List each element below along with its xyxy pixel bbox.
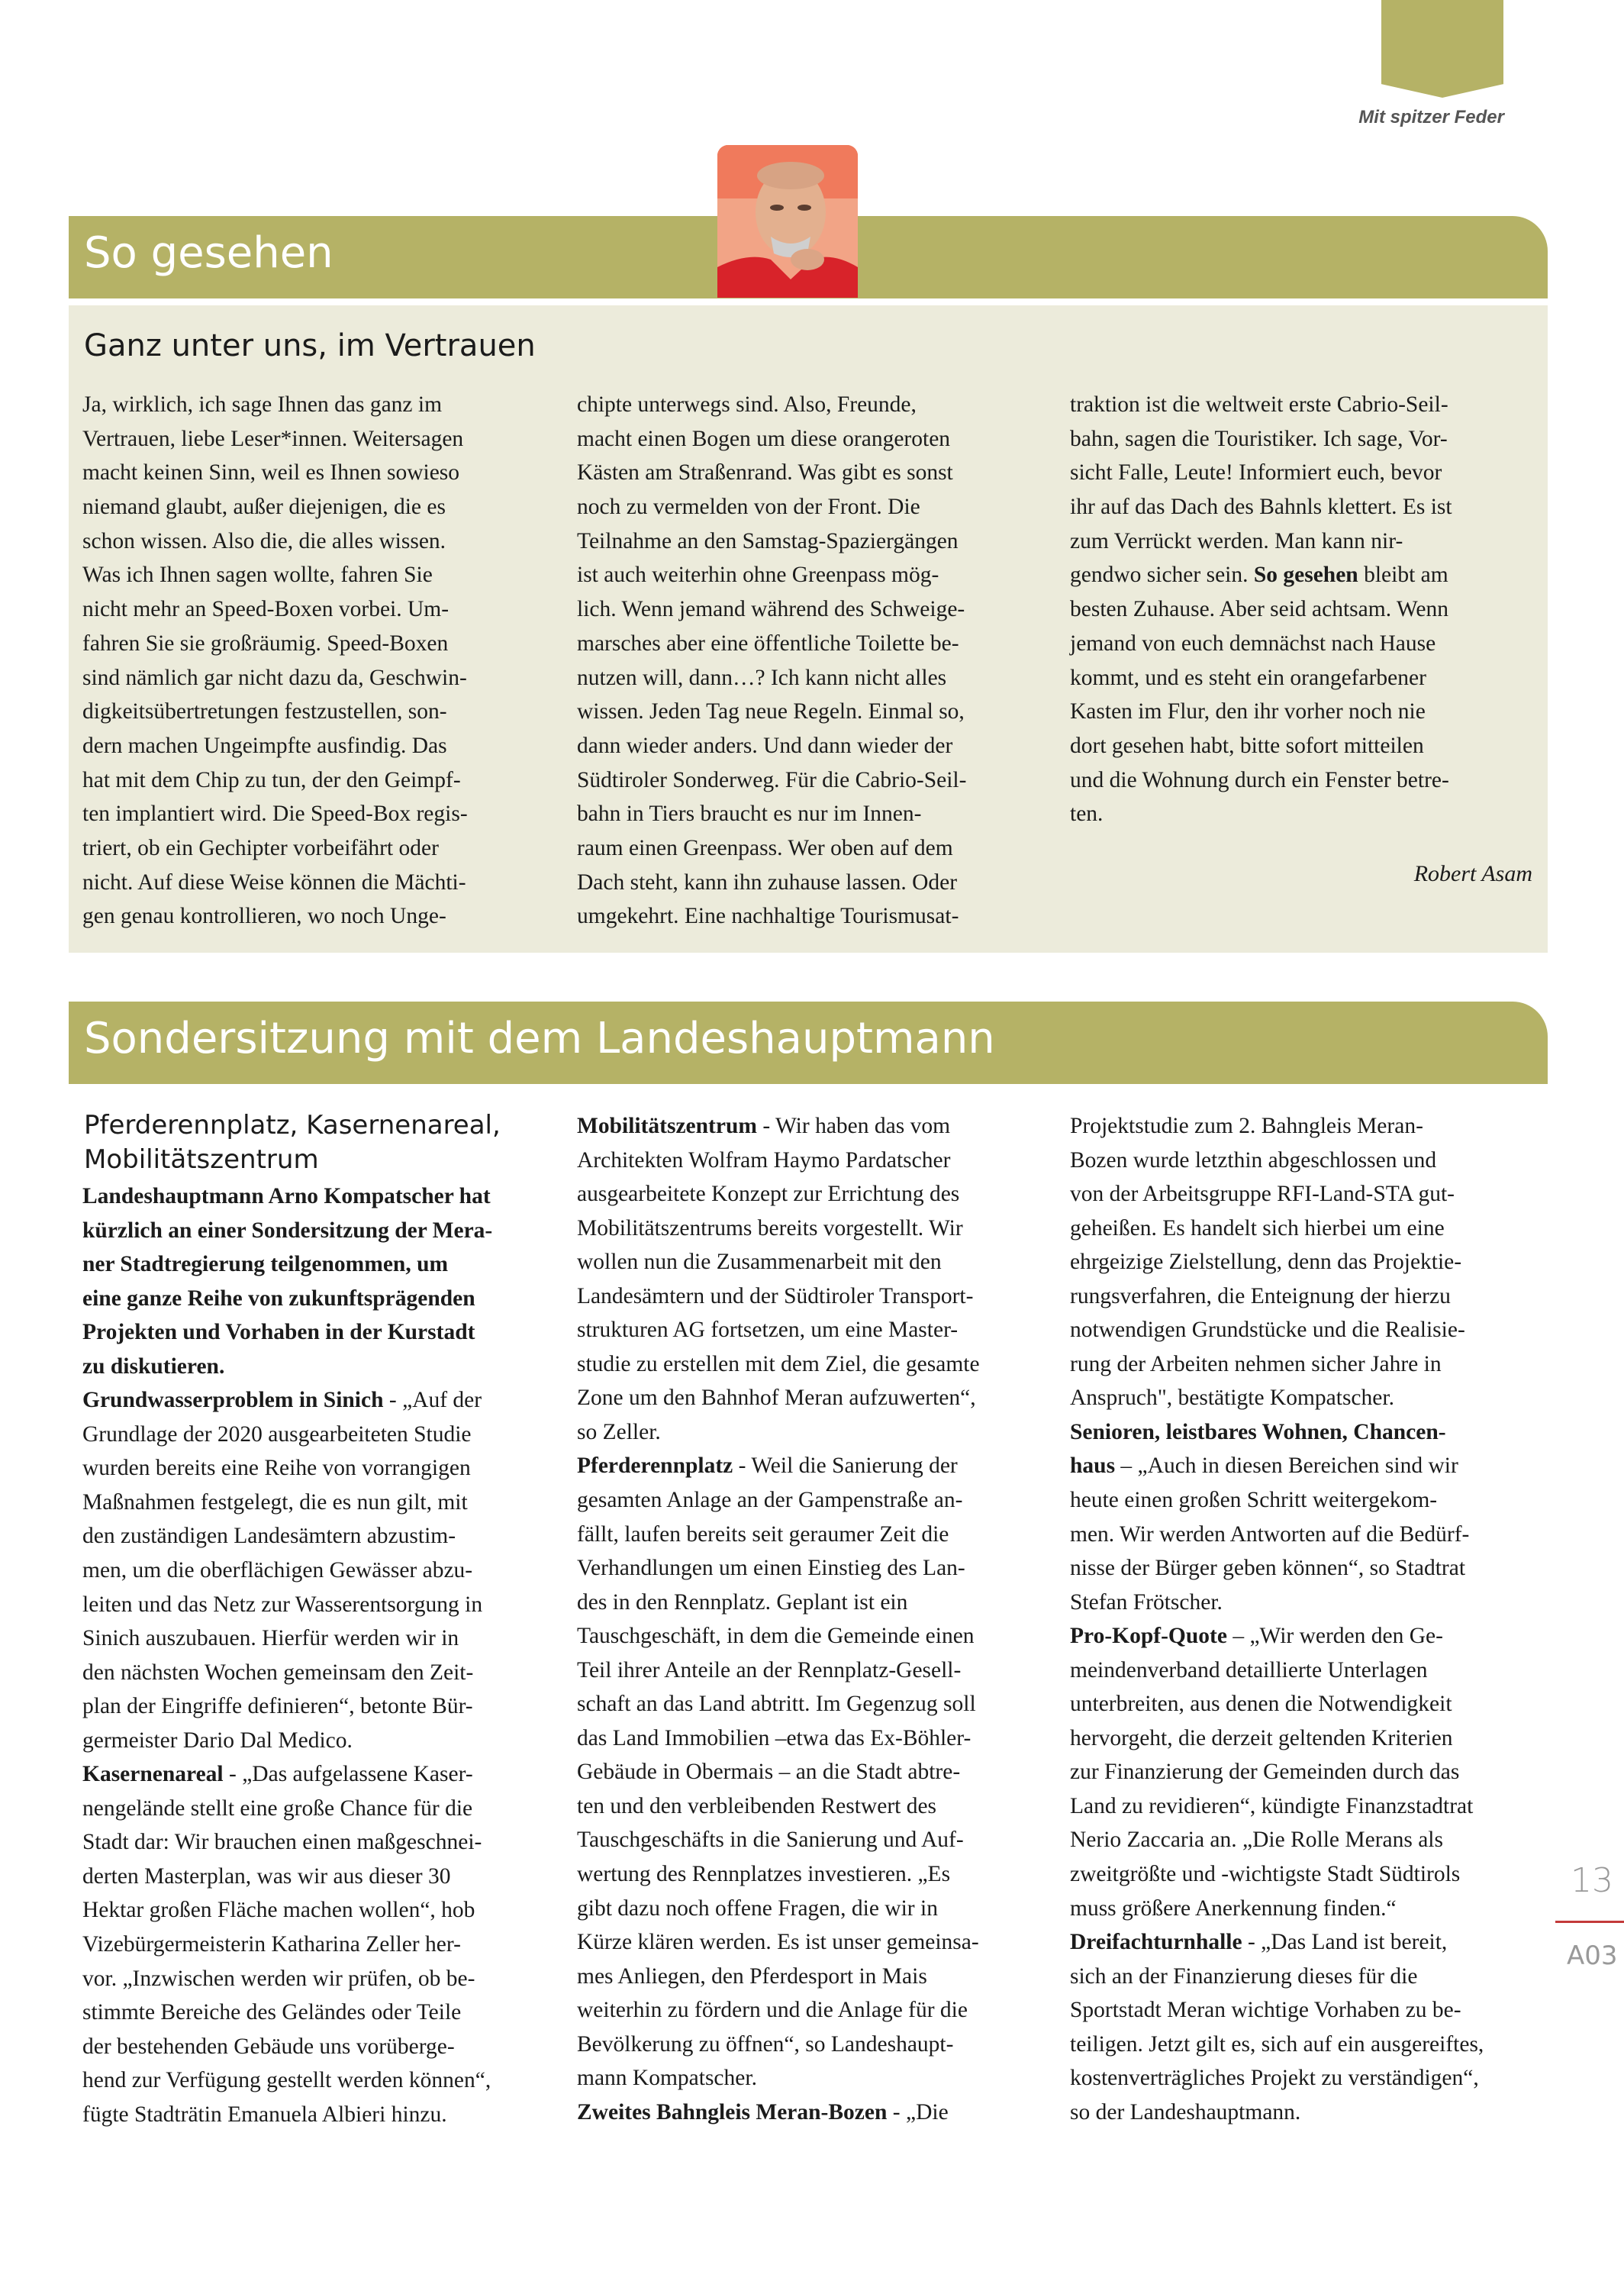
text-line: [577, 1279, 980, 1314]
text-line: ten.: [1070, 802, 1104, 827]
text-line: [1070, 1109, 1484, 1144]
text-line: [1070, 1892, 1484, 1926]
text-line: niemand glaubt, außer diejenigen, die es: [82, 495, 446, 520]
text-line: [82, 1621, 492, 1656]
text-line: [577, 2061, 980, 2095]
text-line: [577, 1653, 980, 1688]
text-run: Bevölkerung zu öffnen“, so Landeshaupt-: [577, 2031, 954, 2057]
text-line: [577, 1483, 980, 1518]
text-run: fügte Stadträtin Emanuela Albieri hinzu.: [82, 2102, 447, 2127]
text-line: [82, 1214, 492, 1248]
text-run: hervorgeht, die derzeit geltenden Kriterien: [1070, 1725, 1453, 1750]
text-run: Sportstadt Meran wichtige Vorhaben zu be-: [1070, 1998, 1461, 2023]
text-line: dann wieder anders. Und dann wieder der: [577, 733, 953, 758]
text-line: [82, 2098, 492, 2132]
text-run: weiterhin zu fördern und die Anlage für die: [577, 1998, 968, 2023]
text-line: [1070, 1586, 1484, 1620]
text-line: [1070, 1857, 1484, 1892]
text-line: [82, 1995, 492, 2030]
text-run: stimmte Bereiche des Geländes oder Teile: [82, 2000, 462, 2025]
text-line: [577, 1313, 980, 1347]
news-column-2: [577, 1109, 980, 2129]
text-run: das Land Immobilien –etwa das Ex-Böhler-: [577, 1725, 972, 1750]
text-line: [82, 1893, 492, 1928]
text-run: bleibt am: [1358, 563, 1448, 588]
text-line: [577, 1925, 980, 1960]
text-line: [1070, 1211, 1484, 1246]
article-column-3: [1070, 388, 1535, 831]
text-line: [1070, 1279, 1484, 1314]
text-line: gen genau kontrollieren, wo noch Unge-: [82, 904, 446, 929]
text-line: [1070, 1483, 1484, 1518]
text-line: [82, 1315, 492, 1350]
text-line: [577, 1245, 980, 1279]
article-subtitle: Ganz unter uns, im Vertrauen: [84, 328, 536, 363]
text-run: zur Finanzierung der Gemeinden durch das: [1070, 1760, 1460, 1785]
bold-lead-text: zu diskutieren.: [82, 1353, 225, 1379]
subheading-line: Pferderennplatz, Kasernenareal,: [84, 1110, 501, 1140]
bold-lead-text: Grundwasserproblem in Sinich: [82, 1388, 384, 1413]
bold-lead-text: Kasernenareal: [82, 1762, 224, 1787]
bold-lead-text: Projekten und Vorhaben in der Kurstadt: [82, 1320, 475, 1345]
text-line: chipte unterwegs sind. Also, Freunde,: [577, 392, 917, 417]
text-line: [82, 1418, 492, 1452]
text-run: Vizebürgermeisterin Katharina Zeller her-: [82, 1932, 461, 1957]
text-line: [82, 1486, 492, 1520]
text-line: Was ich Ihnen sagen wollte, fahren Sie: [82, 563, 433, 588]
text-run: Architekten Wolfram Haymo Pardatscher: [577, 1147, 951, 1173]
page-number: 13: [1571, 1861, 1613, 1900]
text-run: vor. „Inzwischen werden wir prüfen, ob be-: [82, 1966, 475, 1991]
text-line: [1070, 1144, 1484, 1178]
bold-lead-text: Landeshauptmann Arno Kompatscher hat: [82, 1184, 491, 1208]
text-line: [1070, 1789, 1484, 1824]
text-line: [577, 2095, 980, 2130]
bold-lead-text: haus: [1070, 1453, 1116, 1479]
text-run: fällt, laufen bereits seit geraumer Zeit die: [577, 1521, 949, 1547]
text-line: [1070, 1551, 1484, 1586]
text-run: von der Arbeitsgruppe RFI-Land-STA gut-: [1070, 1182, 1455, 1207]
text-run: gesamten Anlage an der Gampenstraße an-: [577, 1488, 963, 1513]
text-run: studie zu erstellen mit dem Ziel, die gesamte: [577, 1351, 980, 1376]
text-line: macht einen Bogen um diese orangeroten: [577, 426, 951, 451]
text-line: [577, 2028, 980, 2062]
text-line: [577, 1960, 980, 1994]
author-portrait-icon: [717, 145, 858, 298]
text-run: Anspruch", bestätigte Kompatscher.: [1070, 1386, 1394, 1411]
text-line: [577, 1551, 980, 1586]
text-run: gibt dazu noch offene Fragen, die wir in: [577, 1895, 938, 1921]
text-run: kostenverträgliches Projekt zu verständigen“,: [1070, 2066, 1479, 2091]
author-signature: Robert Asam: [1413, 861, 1532, 886]
page-number-divider: [1555, 1921, 1624, 1923]
text-line: Kasten im Flur, den ihr vorher noch nie: [1070, 699, 1426, 724]
text-line: [1070, 1381, 1484, 1415]
author-photo: [717, 145, 858, 298]
text-line: [577, 1347, 980, 1382]
text-run: Verhandlungen um einen Einstieg des Lan-: [577, 1556, 965, 1581]
text-line: [82, 1724, 492, 1758]
text-line: [1070, 1415, 1484, 1450]
text-line: [82, 1825, 492, 1860]
text-run: zweitgrößte und -wichtigste Stadt Südtirols: [1070, 1862, 1461, 1887]
text-line: [82, 1792, 492, 1826]
text-line: [577, 1721, 980, 1756]
text-line: [577, 1892, 980, 1926]
text-run: germeister Dario Dal Medico.: [82, 1728, 353, 1753]
text-line: [1070, 2028, 1484, 2062]
text-line: bahn, sagen die Touristiker. Ich sage, Vor-: [1070, 426, 1448, 451]
text-run: wertung des Rennplatzes investieren. „Es: [577, 1862, 951, 1887]
text-line: [82, 1247, 492, 1282]
text-run: mes Anliegen, den Pferdesport in Mais: [577, 1963, 927, 1989]
text-line: [577, 1857, 980, 1892]
text-line: [1070, 1721, 1484, 1756]
text-run: Projektstudie zum 2. Bahngleis Meran-: [1070, 1114, 1423, 1138]
text-run: derten Masterplan, was wir aus dieser 30: [82, 1863, 451, 1889]
text-line: raum einen Greenpass. Wer oben auf dem: [577, 835, 953, 860]
text-line: ten implantiert wird. Die Speed-Box regis-: [82, 802, 468, 827]
text-line: noch zu vermelden von der Front. Die: [577, 495, 920, 520]
text-run: wollen nun die Zusammenarbeit mit den: [577, 1250, 942, 1275]
text-run: Tauschgeschäfts in die Sanierung und Auf-: [577, 1828, 964, 1853]
text-run: – „Wir werden den Ge-: [1226, 1624, 1443, 1649]
text-run: unterbreiten, aus denen die Notwendigkeit: [1070, 1692, 1452, 1717]
bold-lead-text: Pferderennplatz: [577, 1453, 733, 1479]
subheading-line: Mobilitätszentrum: [84, 1144, 319, 1175]
text-line: jemand von euch demnächst nach Hause: [1070, 631, 1436, 656]
text-line: nicht mehr an Speed-Boxen vorbei. Um-: [82, 597, 450, 622]
text-run: notwendigen Grundstücke und die Realisie-: [1070, 1318, 1465, 1343]
text-line: [1070, 1993, 1484, 2028]
text-line: [577, 1755, 980, 1789]
page-code: A03: [1567, 1941, 1618, 1971]
text-line: bahn in Tiers braucht es nur im Innen-: [577, 802, 922, 827]
text-line: [82, 1928, 492, 1962]
text-line: [577, 1211, 980, 1246]
text-run: so Zeller.: [577, 1419, 661, 1444]
text-line: Südtiroler Sonderweg. Für die Cabrio-Seil-: [577, 767, 967, 792]
text-run: Nerio Zaccaria an. „Die Rolle Merans als: [1070, 1828, 1443, 1853]
text-run: ausgearbeitete Konzept zur Errichtung des: [577, 1182, 960, 1207]
text-line: ihr auf das Dach des Bahnls klettert. Es ist: [1070, 495, 1452, 520]
text-run: den zuständigen Landesämtern abzustim-: [82, 1524, 456, 1549]
text-run: Kürze klären werden. Es ist unser gemeinsa-: [577, 1930, 979, 1955]
section-label: Mit spitzer Feder: [1358, 107, 1504, 127]
text-line: triert, ob ein Gechipter vorbeifährt oder: [82, 835, 439, 860]
text-line: ist auch weiterhin ohne Greenpass mög-: [577, 563, 939, 588]
text-run: Grundlage der 2020 ausgearbeiteten Studie: [82, 1421, 472, 1447]
text-line: dort gesehen habt, bitte sofort mitteilen: [1070, 733, 1424, 758]
text-line: [82, 1350, 492, 1384]
text-run: - Weil die Sanierung der: [733, 1453, 958, 1479]
text-line: [577, 1109, 980, 1144]
text-line: [577, 1993, 980, 2028]
text-run: nisse der Bürger geben können“, so Stadtrat: [1070, 1556, 1466, 1581]
text-line: [577, 1381, 980, 1415]
text-line: [82, 1519, 492, 1553]
article-title: Sondersitzung mit dem Landeshauptmann: [84, 1014, 995, 1063]
bold-lead-text: Zweites Bahngleis Meran-Bozen: [577, 2099, 888, 2125]
text-line: [1070, 2061, 1484, 2095]
bold-lead-text: Mobilitätszentrum: [577, 1114, 757, 1138]
text-line: [82, 1553, 492, 1588]
text-run: ehrgeizige Zielstellung, denn das Projektie-: [1070, 1250, 1462, 1275]
text-run: ten und den verbleibenden Restwert des: [577, 1793, 937, 1818]
text-line: Dach steht, kann ihn zuhause lassen. Oder: [577, 869, 958, 895]
news-column-3: [1070, 1109, 1484, 2129]
text-line: [1070, 1823, 1484, 1857]
text-line: Kästen am Straßenrand. Was gibt es sonst: [577, 460, 953, 486]
text-line: Vertrauen, liebe Leser*innen. Weitersagen: [82, 426, 464, 451]
bold-lead-text: Senioren, leistbares Wohnen, Chancen-: [1070, 1419, 1446, 1444]
text-run: Gebäude in Obermais – an die Stadt abtre-: [577, 1760, 961, 1785]
text-line: nicht. Auf diese Weise können die Mächti-: [82, 869, 466, 895]
text-run: leiten und das Netz zur Wasserentsorgung in: [82, 1592, 483, 1617]
text-run: men. Wir werden Antworten auf die Bedürf-: [1070, 1521, 1470, 1547]
text-line: fahren Sie sie großräumig. Speed-Boxen: [82, 631, 449, 656]
text-line: [1070, 558, 1535, 592]
text-run: Sinich auszubauen. Hierfür werden wir in: [82, 1626, 459, 1651]
article-title-bar: [69, 1002, 1548, 1084]
text-line: [82, 2063, 492, 2098]
text-run: gendwo sicher sein.: [1070, 563, 1254, 588]
text-line: schon wissen. Also die, die alles wissen.: [82, 528, 446, 553]
text-run: des in den Rennplatz. Geplant ist ein: [577, 1589, 908, 1615]
text-run: mann Kompatscher.: [577, 2066, 757, 2091]
text-line: [577, 1415, 980, 1450]
text-line: nutzen will, dann…? Ich kann nicht alles: [577, 665, 947, 690]
text-line: zum Verrückt werden. Man kann nir-: [1070, 528, 1403, 553]
text-line: [82, 1179, 492, 1214]
text-line: hat mit dem Chip zu tun, der den Geimpf-: [82, 767, 461, 792]
text-line: digkeitsübertretungen festzustellen, son-: [82, 699, 447, 724]
text-run: so der Landeshauptmann.: [1070, 2099, 1301, 2125]
text-line: besten Zuhause. Aber seid achtsam. Wenn: [1070, 597, 1448, 622]
text-run: Stadt dar: Wir brauchen einen maßgeschnei-: [82, 1830, 482, 1855]
text-line: [82, 1656, 492, 1690]
news-column-1: [82, 1179, 492, 2131]
text-run: nengelände stellt eine große Chance für die: [82, 1795, 473, 1821]
text-line: [577, 1144, 980, 1178]
text-run: Landesämtern und der Südtiroler Transport-: [577, 1283, 974, 1308]
article-column-1: [82, 388, 548, 934]
text-line: [82, 1757, 492, 1792]
text-run: plan der Eingriffe definieren“, betonte Bür-: [82, 1694, 473, 1719]
bold-lead-text: ner Stadtregierung teilgenommen, um: [82, 1252, 449, 1277]
text-line: [1070, 1347, 1484, 1382]
bold-lead-text: eine ganze Reihe von zukunftsprägenden: [82, 1286, 475, 1311]
text-line: sind nämlich gar nicht dazu da, Geschwin-: [82, 665, 467, 690]
text-run: Zone um den Bahnhof Meran aufzuwerten“,: [577, 1386, 976, 1411]
text-line: [1070, 1755, 1484, 1789]
text-line: macht keinen Sinn, weil es Ihnen sowieso: [82, 460, 460, 486]
text-line: [1070, 1960, 1484, 1994]
text-run: Bozen wurde letzthin abgeschlossen und: [1070, 1147, 1437, 1173]
text-line: [82, 1689, 492, 1724]
text-line: [82, 1383, 492, 1418]
text-line: [577, 1789, 980, 1824]
text-run: Tauschgeschäft, in dem die Gemeinde einen: [577, 1624, 975, 1649]
text-line: [1070, 1653, 1484, 1688]
text-line: Ja, wirklich, ich sage Ihnen das ganz im: [82, 392, 443, 417]
text-line: [1070, 1449, 1484, 1483]
text-run: Maßnahmen festgelegt, die es nun gilt, mit: [82, 1489, 468, 1515]
text-line: [577, 1449, 980, 1483]
text-line: wissen. Jeden Tag neue Regeln. Einmal so,: [577, 699, 965, 724]
article-column-2: [577, 388, 1042, 934]
text-run: heute einen großen Schritt weitergekom-: [1070, 1488, 1438, 1513]
text-run: - Wir haben das vom: [756, 1114, 951, 1138]
text-run: rungsverfahren, die Enteignung der hierzu: [1070, 1283, 1451, 1308]
text-run: - „Das aufgelassene Kaser-: [223, 1762, 473, 1787]
text-line: [1070, 1518, 1484, 1552]
text-line: [577, 1586, 980, 1620]
text-run: hend zur Verfügung gestellt werden können“,: [82, 2068, 491, 2093]
text-line: und die Wohnung durch ein Fenster betre-: [1070, 767, 1449, 792]
text-line: [1070, 1313, 1484, 1347]
text-run: – „Auch in diesen Bereichen sind wir: [1115, 1453, 1458, 1479]
text-line: [82, 1451, 492, 1486]
text-run: sich an der Finanzierung dieses für die: [1070, 1963, 1418, 1989]
text-run: teiligen. Jetzt gilt es, sich auf ein ausgereiftes,: [1070, 2031, 1484, 2057]
bold-lead-text: Dreifachturnhalle: [1070, 1930, 1242, 1955]
text-line: [1070, 2095, 1484, 2130]
text-run: wurden bereits eine Reihe von vorrangigen: [82, 1456, 471, 1481]
bold-lead-text: kürzlich an einer Sondersitzung der Mera-: [82, 1218, 493, 1243]
text-run: - „Auf der: [383, 1388, 482, 1413]
text-run: - „Die: [887, 2099, 949, 2125]
text-run: schaft an das Land abtritt. Im Gegenzug soll: [577, 1692, 976, 1717]
text-line: [82, 1588, 492, 1622]
text-run: Stefan Frötscher.: [1070, 1589, 1223, 1615]
article-subheading: [84, 1108, 501, 1177]
text-run: muss größere Anerkennung finden.“: [1070, 1895, 1397, 1921]
text-run: men, um die oberflächigen Gewässer abzu-: [82, 1558, 473, 1583]
text-line: [1070, 1619, 1484, 1653]
text-line: [82, 2030, 492, 2064]
text-line: [82, 1282, 492, 1316]
text-run: meindenverband detaillierte Unterlagen: [1070, 1657, 1428, 1683]
text-line: [577, 1619, 980, 1653]
text-line: [577, 1823, 980, 1857]
bold-lead-text: Pro-Kopf-Quote: [1070, 1624, 1227, 1649]
text-line: dern machen Ungeimpfte ausfindig. Das: [82, 733, 447, 758]
text-line: Teilnahme an den Samstag-Spaziergängen: [577, 528, 959, 553]
section-tab-flag: [1381, 0, 1503, 98]
text-line: [1070, 1177, 1484, 1211]
text-run: der bestehenden Gebäude uns vorüberge-: [82, 2034, 455, 2059]
text-run: geheißen. Es handelt sich hierbei um eine: [1070, 1215, 1445, 1241]
column-title: So gesehen: [84, 228, 334, 278]
text-line: marsches aber eine öffentliche Toilette be-: [577, 631, 959, 656]
text-run: Hektar großen Fläche machen wollen“, hob: [82, 1898, 475, 1923]
text-line: lich. Wenn jemand während des Schweige-: [577, 597, 965, 622]
text-line: [1070, 1687, 1484, 1721]
text-run: den nächsten Wochen gemeinsam den Zeit-: [82, 1660, 474, 1685]
text-line: kommt, und es steht ein orangefarbener: [1070, 665, 1426, 690]
text-line: [577, 1518, 980, 1552]
text-line: [82, 1962, 492, 1996]
text-line: umgekehrt. Eine nachhaltige Tourismusat-: [577, 904, 959, 929]
text-run: rung der Arbeiten nehmen sicher Jahre in: [1070, 1351, 1442, 1376]
inline-bold-text: So gesehen: [1253, 563, 1358, 588]
text-line: traktion ist die weltweit erste Cabrio-Seil-: [1070, 392, 1448, 417]
text-line: [577, 1177, 980, 1211]
text-line: [577, 1687, 980, 1721]
text-line: [82, 1860, 492, 1894]
text-run: Teil ihrer Anteile an der Rennplatz-Gesell-: [577, 1657, 962, 1683]
text-run: Mobilitätszentrums bereits vorgestellt. Wir: [577, 1215, 963, 1241]
text-run: - „Das Land ist bereit,: [1242, 1930, 1448, 1955]
text-run: Land zu revidieren“, kündigte Finanzstadtrat: [1070, 1793, 1474, 1818]
text-line: [1070, 1245, 1484, 1279]
text-line: sicht Falle, Leute! Informiert euch, bevor: [1070, 460, 1442, 486]
text-run: strukturen AG fortsetzen, um eine Master-: [577, 1318, 959, 1343]
text-line: [1070, 1925, 1484, 1960]
